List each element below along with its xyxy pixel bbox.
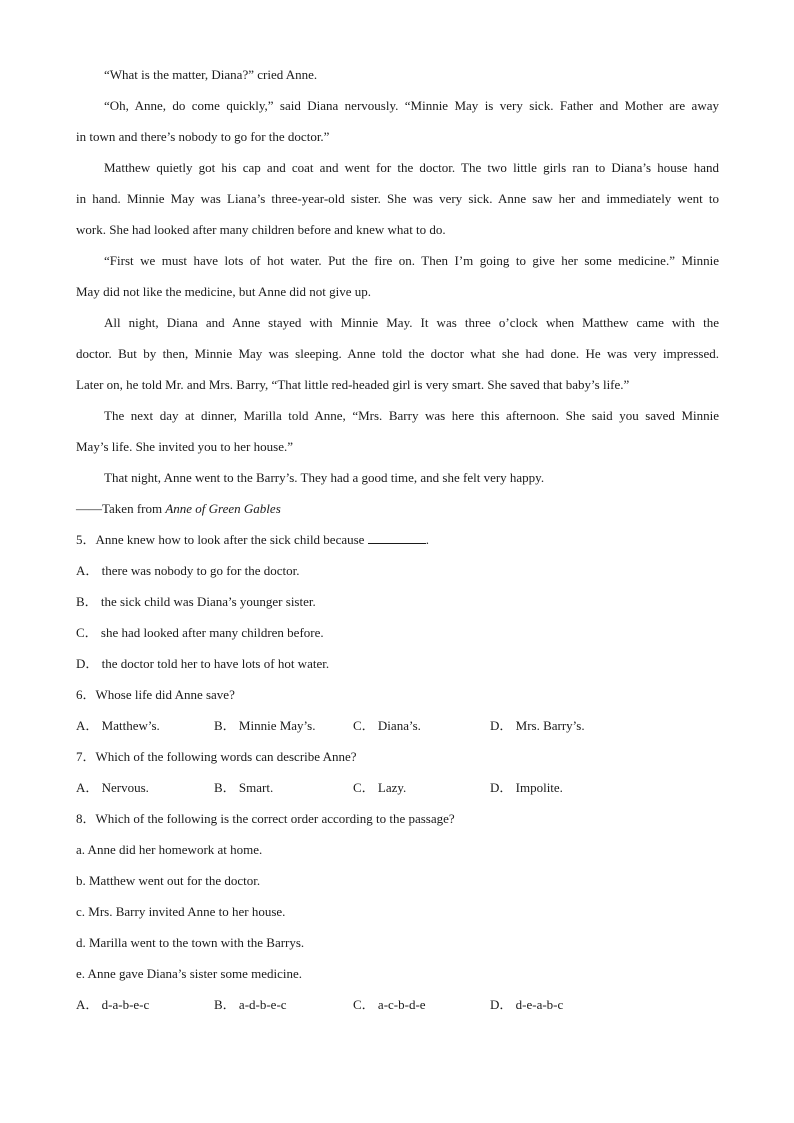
passage-line: May did not like the medicine, but Anne did not give up.: [76, 284, 371, 299]
question-8: [76, 808, 719, 1025]
options-row: [76, 994, 719, 1025]
event-item: d. Marilla went to the town with the Barrys.: [76, 935, 305, 950]
option-d[interactable]: D． the doctor told her to have lots of hot water.: [76, 656, 330, 671]
source-title: Anne of Green Gables: [165, 501, 281, 516]
passage-line: All night, Diana and Anne stayed with Minnie May. It was three o’clock when Matthew came with the: [104, 315, 719, 330]
option-a[interactable]: A． Nervous.: [76, 780, 149, 795]
option-b[interactable]: B． a-d-b-e-c: [214, 997, 287, 1012]
stem-end: .: [425, 532, 429, 547]
option-b[interactable]: B． Smart.: [214, 780, 274, 795]
source-prefix: ——Taken from: [76, 501, 166, 516]
option-c[interactable]: C． Diana’s.: [353, 718, 421, 733]
options-row: [76, 777, 719, 808]
passage-line: May’s life. She invited you to her house.”: [76, 439, 293, 454]
stem-text: 5．Anne knew how to look after the sick child because: [76, 532, 368, 547]
passage-line: The next day at dinner, Marilla told Anne, “Mrs. Barry was here this afternoon. She said you saved Minnie: [104, 408, 719, 423]
option-d[interactable]: D． d-e-a-b-c: [490, 997, 564, 1012]
passage-line: “First we must have lots of hot water. Put the fire on. Then I’m going to give her some medicine.” Minnie: [104, 253, 719, 268]
option-a[interactable]: A． there was nobody to go for the doctor.: [76, 563, 300, 578]
passage-line: “What is the matter, Diana?” cried Anne.: [104, 67, 318, 82]
event-item: b. Matthew went out for the doctor.: [76, 873, 261, 888]
passage-line: in town and there’s nobody to go for the doctor.”: [76, 129, 330, 144]
question-stem: 7．Which of the following words can describe Anne?: [76, 749, 357, 764]
option-c[interactable]: C． a-c-b-d-e: [353, 997, 426, 1012]
passage-line: Matthew quietly got his cap and coat and went for the doctor. The two little girls ran to Diana’s house hand: [104, 160, 719, 175]
option-a[interactable]: A． Matthew’s.: [76, 718, 160, 733]
question-5: [76, 529, 719, 684]
question-stem: 8．Which of the following is the correct order according to the passage?: [76, 811, 455, 826]
option-d[interactable]: D． Impolite.: [490, 780, 563, 795]
option-c[interactable]: C． Lazy.: [353, 780, 407, 795]
question-6: [76, 684, 719, 746]
answer-blank: [368, 531, 426, 544]
options-row: [76, 715, 719, 746]
passage-line: That night, Anne went to the Barry’s. They had a good time, and she felt very happy.: [104, 470, 545, 485]
reading-passage: [76, 64, 719, 529]
passage-line: “Oh, Anne, do come quickly,” said Diana nervously. “Minnie May is very sick. Father and Mother are away: [104, 98, 719, 113]
passage-line: Later on, he told Mr. and Mrs. Barry, “That little red-headed girl is very smart. She saved that baby’s life.”: [76, 377, 630, 392]
event-item: a. Anne did her homework at home.: [76, 842, 263, 857]
passage-line: in hand. Minnie May was Liana’s three-year-old sister. She was very sick. Anne saw her and immediately went to: [76, 191, 719, 206]
option-d[interactable]: D． Mrs. Barry’s.: [490, 718, 585, 733]
question-stem: [76, 529, 719, 560]
option-a[interactable]: A． d-a-b-e-c: [76, 997, 150, 1012]
option-c[interactable]: C． she had looked after many children before.: [76, 625, 324, 640]
passage-line: work. She had looked after many children before and knew what to do.: [76, 222, 446, 237]
option-b[interactable]: B． Minnie May’s.: [214, 718, 316, 733]
passage-source: [76, 498, 719, 529]
option-b[interactable]: B． the sick child was Diana’s younger sister.: [76, 594, 316, 609]
event-item: e. Anne gave Diana’s sister some medicine.: [76, 966, 302, 981]
passage-line: doctor. But by then, Minnie May was sleeping. Anne told the doctor what she had done. He was very impressed.: [76, 346, 719, 361]
question-7: [76, 746, 719, 808]
document-page: [76, 64, 719, 1025]
event-item: c. Mrs. Barry invited Anne to her house.: [76, 904, 286, 919]
question-stem: 6．Whose life did Anne save?: [76, 687, 235, 702]
